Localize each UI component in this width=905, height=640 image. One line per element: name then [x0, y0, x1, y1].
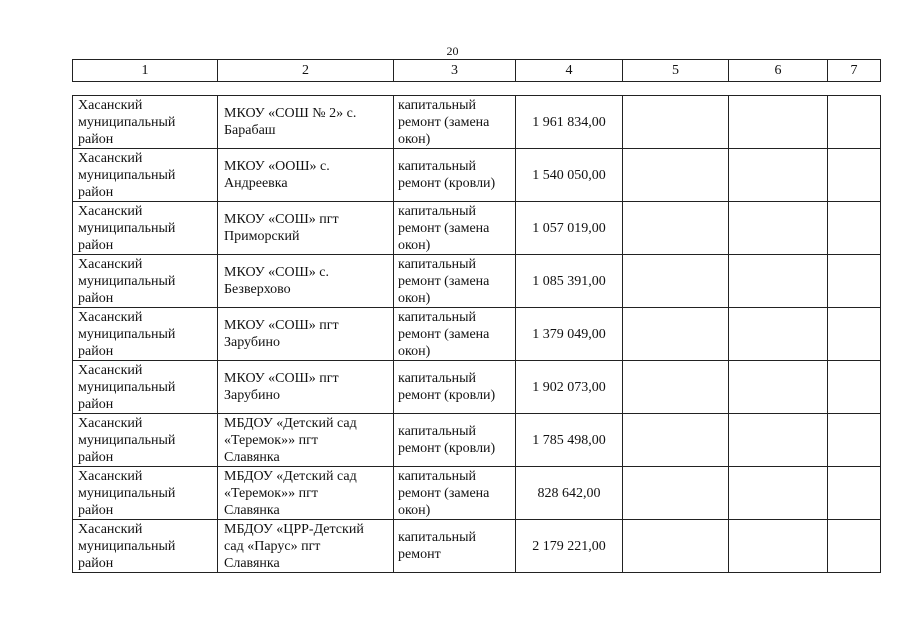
district-text: район [78, 555, 114, 571]
institution-text: МКОУ «СОШ» пгт [224, 212, 339, 227]
institution-text: МКОУ «ООШ» с. [224, 159, 330, 174]
column-number-1: 1 [73, 60, 218, 82]
district-cell [73, 467, 218, 520]
institution-cell [218, 308, 394, 361]
empty-cell-5 [623, 520, 729, 573]
institution-cell [218, 414, 394, 467]
empty-cell-7 [828, 467, 881, 520]
district-text: муниципальный [78, 432, 176, 448]
institution-text: Андреевка [224, 176, 288, 191]
district-text: Хасанский [78, 97, 143, 113]
empty-cell-6 [729, 414, 828, 467]
district-text: муниципальный [78, 485, 176, 501]
amount-cell: 1 902 073,00 [516, 361, 623, 414]
column-number-2: 2 [218, 60, 394, 82]
district-text: район [78, 237, 114, 253]
empty-cell-6 [729, 467, 828, 520]
district-text: район [78, 131, 114, 147]
amount-cell: 828 642,00 [516, 467, 623, 520]
empty-cell-7 [828, 255, 881, 308]
work-type-cell [394, 202, 516, 255]
amount-cell: 1 379 049,00 [516, 308, 623, 361]
empty-cell-5 [623, 149, 729, 202]
work-type-text: ремонт (замена [398, 485, 490, 501]
district-text: Хасанский [78, 203, 143, 219]
empty-cell-5 [623, 414, 729, 467]
work-type-text: капитальный [398, 97, 476, 113]
district-cell [73, 520, 218, 573]
empty-cell-6 [729, 149, 828, 202]
empty-cell-5 [623, 361, 729, 414]
institution-cell [218, 361, 394, 414]
institution-text: Зарубино [224, 335, 280, 350]
district-text: муниципальный [78, 379, 176, 395]
district-cell [73, 96, 218, 149]
district-text: Хасанский [78, 362, 143, 378]
work-type-text: ремонт (замена [398, 220, 490, 236]
work-type-text: окон) [398, 502, 431, 518]
work-type-text: капитальный [398, 424, 476, 439]
work-type-cell [394, 361, 516, 414]
empty-cell-6 [729, 255, 828, 308]
work-type-text: капитальный [398, 203, 476, 219]
institution-cell [218, 202, 394, 255]
empty-cell-7 [828, 361, 881, 414]
work-type-cell [394, 255, 516, 308]
work-type-text: ремонт [398, 547, 441, 562]
district-text: муниципальный [78, 273, 176, 289]
work-type-cell [394, 96, 516, 149]
work-type-text: ремонт (замена [398, 326, 490, 342]
district-text: район [78, 502, 114, 518]
district-text: муниципальный [78, 326, 176, 342]
institution-text: МКОУ «СОШ» пгт [224, 371, 339, 386]
empty-cell-5 [623, 467, 729, 520]
institution-text: МБДОУ «Детский сад [224, 468, 357, 484]
district-text: муниципальный [78, 538, 176, 554]
institution-text: Приморский [224, 229, 300, 244]
empty-cell-7 [828, 149, 881, 202]
institution-text: МКОУ «СОШ» с. [224, 265, 329, 280]
empty-cell-6 [729, 520, 828, 573]
work-type-text: капитальный [398, 468, 476, 484]
amount-cell: 1 961 834,00 [516, 96, 623, 149]
institution-text: Зарубино [224, 388, 280, 403]
district-text: муниципальный [78, 220, 176, 236]
district-cell [73, 149, 218, 202]
work-type-text: ремонт (замена [398, 114, 490, 130]
district-text: Хасанский [78, 256, 143, 272]
empty-cell-5 [623, 308, 729, 361]
table-row [73, 96, 881, 149]
work-type-text: капитальный [398, 371, 476, 386]
work-type-cell [394, 520, 516, 573]
institution-text: МБДОУ «Детский сад [224, 415, 357, 431]
institution-cell [218, 467, 394, 520]
table-row [73, 149, 881, 202]
district-text: район [78, 449, 114, 465]
institution-text: МБДОУ «ЦРР-Детский [224, 521, 364, 537]
district-text: Хасанский [78, 415, 143, 431]
work-type-text: капитальный [398, 256, 476, 272]
work-type-cell [394, 308, 516, 361]
empty-cell-6 [729, 361, 828, 414]
institution-text: МКОУ «СОШ № 2» с. [224, 106, 357, 121]
institution-cell [218, 520, 394, 573]
empty-cell-5 [623, 96, 729, 149]
empty-cell-6 [729, 308, 828, 361]
table-row [73, 202, 881, 255]
district-cell [73, 255, 218, 308]
table-row [73, 467, 881, 520]
district-cell [73, 361, 218, 414]
column-number-6: 6 [729, 60, 828, 82]
institution-text: Барабаш [224, 123, 276, 138]
work-type-text: капитальный [398, 309, 476, 325]
empty-cell-7 [828, 202, 881, 255]
table-row [73, 414, 881, 467]
district-text: муниципальный [78, 167, 176, 183]
district-text: район [78, 290, 114, 306]
district-text: район [78, 343, 114, 359]
column-number-header [72, 59, 881, 82]
institution-text: «Теремок»» пгт [224, 432, 318, 448]
data-table-body [73, 96, 881, 573]
amount-cell: 1 785 498,00 [516, 414, 623, 467]
empty-cell-7 [828, 96, 881, 149]
institution-text: «Теремок»» пгт [224, 485, 318, 501]
work-type-cell [394, 467, 516, 520]
amount-cell: 1 540 050,00 [516, 149, 623, 202]
district-cell [73, 308, 218, 361]
empty-cell-5 [623, 255, 729, 308]
empty-cell-7 [828, 414, 881, 467]
column-number-7: 7 [828, 60, 881, 82]
amount-cell: 1 085 391,00 [516, 255, 623, 308]
institution-text: Славянка [224, 502, 280, 518]
district-text: район [78, 184, 114, 200]
empty-cell-5 [623, 202, 729, 255]
table-row [73, 361, 881, 414]
institution-text: МКОУ «СОШ» пгт [224, 318, 339, 333]
work-type-text: ремонт (кровли) [398, 176, 496, 191]
table-row [73, 520, 881, 573]
column-number-5: 5 [623, 60, 729, 82]
institution-cell [218, 149, 394, 202]
district-text: район [78, 396, 114, 412]
institution-cell [218, 96, 394, 149]
work-type-text: окон) [398, 343, 431, 359]
district-cell [73, 414, 218, 467]
empty-cell-6 [729, 202, 828, 255]
district-text: муниципальный [78, 114, 176, 130]
work-type-cell [394, 414, 516, 467]
institution-text: Славянка [224, 449, 280, 465]
empty-cell-7 [828, 308, 881, 361]
district-cell [73, 202, 218, 255]
empty-cell-6 [729, 96, 828, 149]
data-table [72, 95, 881, 573]
table-row [73, 308, 881, 361]
work-type-text: окон) [398, 290, 431, 306]
column-number-3: 3 [394, 60, 516, 82]
work-type-text: ремонт (кровли) [398, 441, 496, 456]
work-type-text: капитальный [398, 159, 476, 174]
institution-text: сад «Парус» пгт [224, 538, 321, 554]
empty-cell-7 [828, 520, 881, 573]
work-type-text: окон) [398, 131, 431, 147]
district-text: Хасанский [78, 150, 143, 166]
district-text: Хасанский [78, 468, 143, 484]
amount-cell: 1 057 019,00 [516, 202, 623, 255]
work-type-text: ремонт (замена [398, 273, 490, 289]
work-type-cell [394, 149, 516, 202]
table-row [73, 255, 881, 308]
district-text: Хасанский [78, 521, 143, 537]
header-row [73, 60, 881, 82]
amount-cell: 2 179 221,00 [516, 520, 623, 573]
institution-cell [218, 255, 394, 308]
page-number: 20 [446, 44, 459, 58]
work-type-text: окон) [398, 237, 431, 253]
work-type-text: ремонт (кровли) [398, 388, 496, 403]
district-text: Хасанский [78, 309, 143, 325]
column-number-4: 4 [516, 60, 623, 82]
work-type-text: капитальный [398, 530, 476, 545]
institution-text: Безверхово [224, 282, 291, 297]
institution-text: Славянка [224, 555, 280, 571]
